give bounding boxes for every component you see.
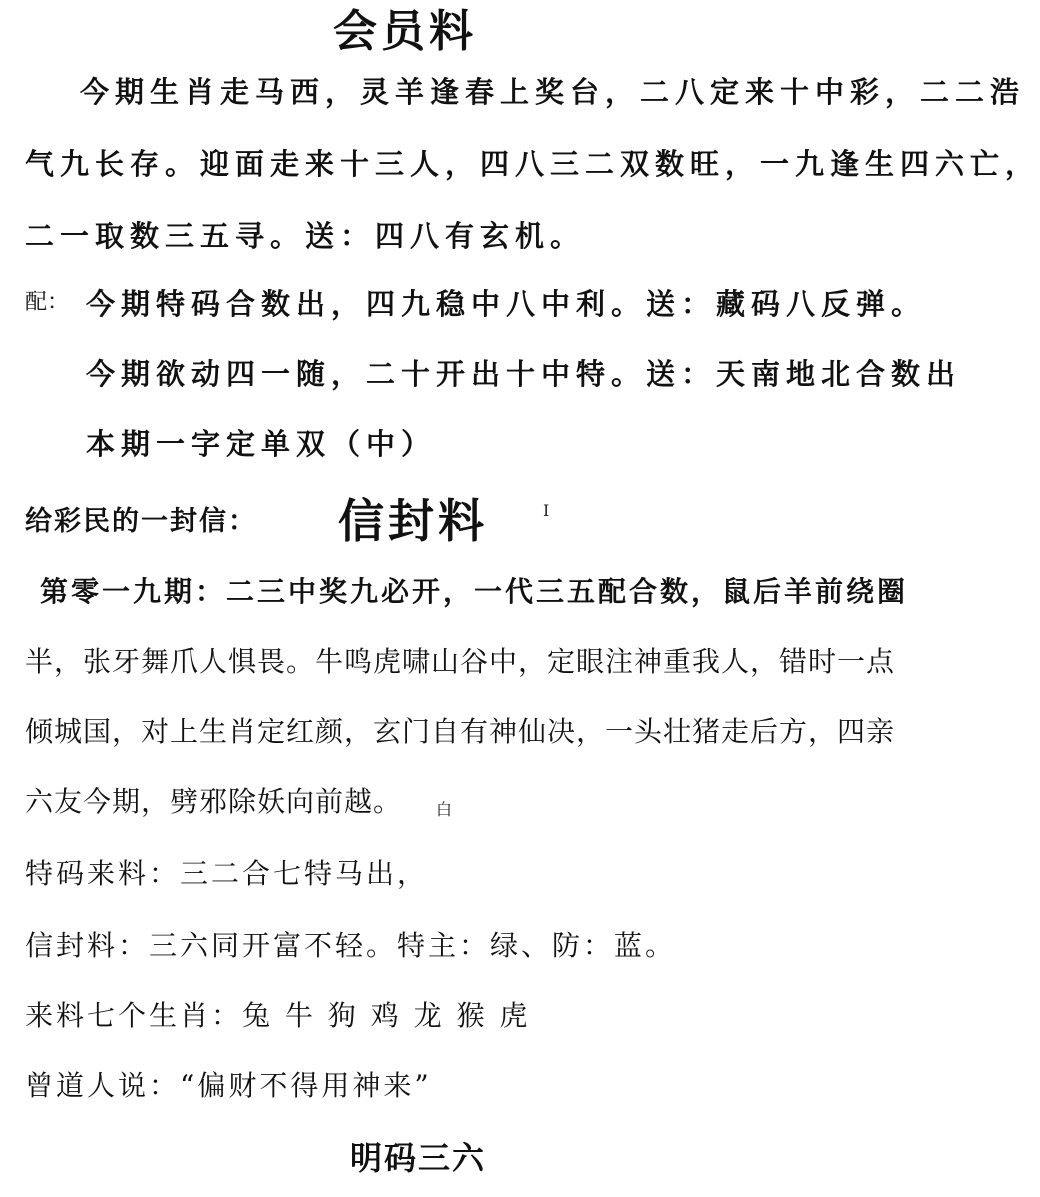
envelope-line-4: 六友今期，劈邪除妖向前越。 <box>25 785 403 818</box>
bottom-title: 明码三六 <box>350 1139 487 1177</box>
quote-line: 曾道人说：“偏财不得用神来” <box>25 1069 432 1102</box>
envelope-line-1: 第零一九期：二三中奖九必开，一代三五配合数，鼠后羊前绕圈 <box>40 575 909 608</box>
envelope-line-3: 倾城国，对上生肖定红颜，玄门自有神仙决，一头壮猪走后方，四亲 <box>25 715 896 748</box>
letter-label: 给彩民的一封信： <box>25 506 257 537</box>
verse-line-6: 本期一字定单双（中） <box>86 427 437 461</box>
stray-mark: I <box>543 501 550 520</box>
pei-label: 配： <box>25 290 70 315</box>
verse-line-5: 今期欲动四一随，二十开出十中特。送：天南地北合数出 <box>86 357 962 391</box>
pei-line: 今期特码合数出，四九稳中八中利。送：藏码八反弹。 <box>86 287 927 321</box>
envelope-material-title: 信封料 <box>338 494 488 548</box>
verse-line-1: 今期生肖走马西，灵羊逢春上奖台，二八定来十中彩，二二浩 <box>80 75 1026 109</box>
verse-line-2: 气九长存。迎面走来十三人，四八三二双数旺，一九逢生四六亡， <box>25 147 1040 181</box>
shengxiao-line: 来料七个生肖：兔 牛 狗 鸡 龙 猴 虎 <box>25 999 531 1032</box>
verse-line-3: 二一取数三五寻。送：四八有玄机。 <box>25 219 586 253</box>
xinfeng-line: 信封料：三六同开富不轻。特主：绿、防：蓝。 <box>25 929 677 962</box>
tema-line: 特码来料：三二合七特马出， <box>25 857 429 890</box>
member-material-title: 会员料 <box>333 6 477 57</box>
envelope-line-2: 半，张牙舞爪人惧畏。牛鸣虎啸山谷中，定眼注神重我人，错时一点 <box>25 645 896 678</box>
small-mark: 白 <box>436 800 453 819</box>
